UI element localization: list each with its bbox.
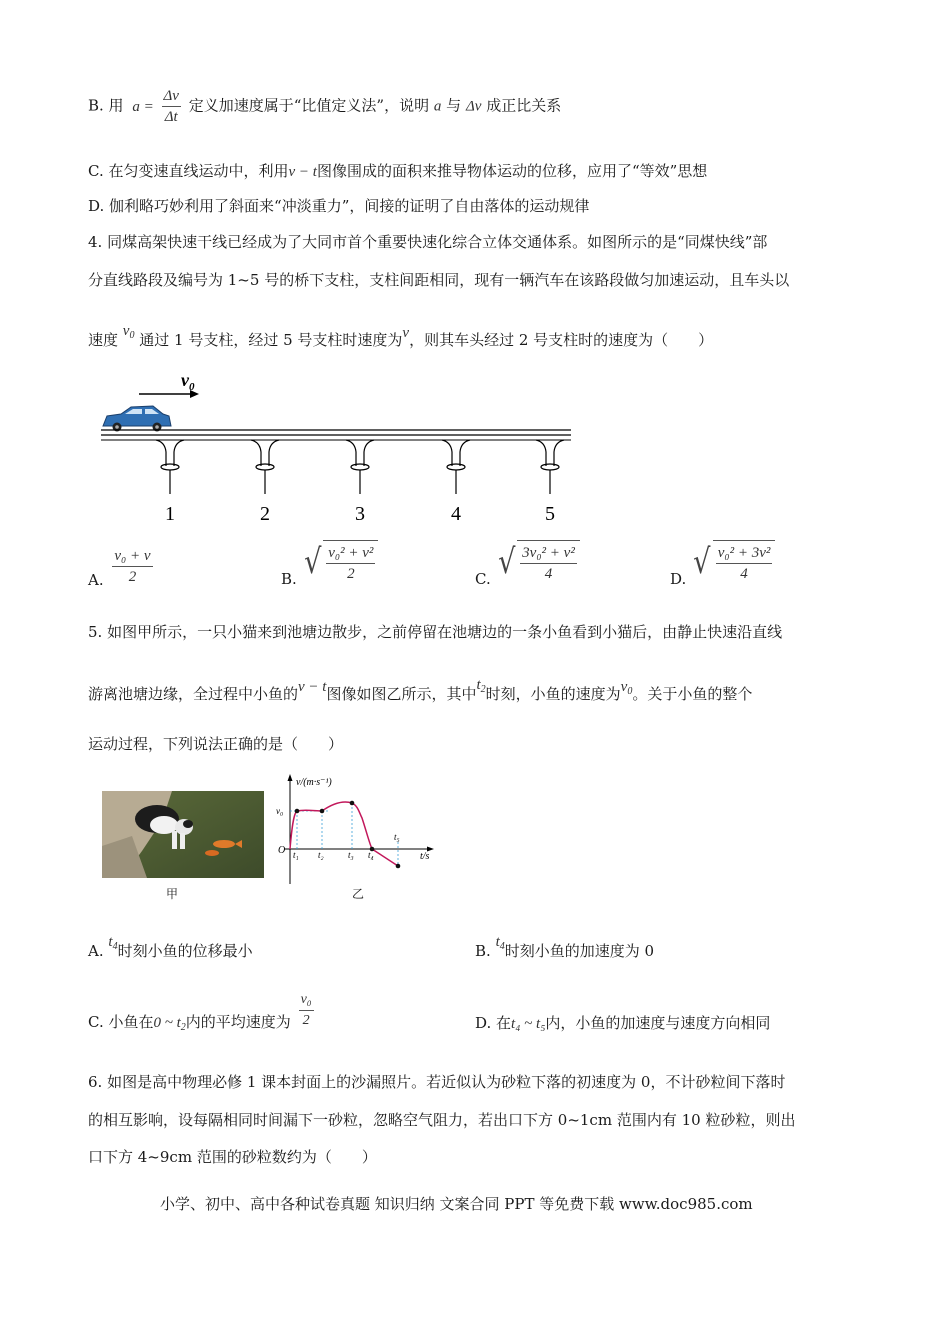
vt-point (295, 809, 300, 814)
vt-graph (270, 770, 440, 890)
pillar-label: 3 (355, 503, 365, 525)
pillar-labels (165, 503, 555, 525)
q6-stem-line1: 6. 如图是高中物理必修 1 课本封面上的沙漏照片。若近似认为砂粒下落的初速度为 0，不计砂粒间下落时 (88, 1073, 786, 1091)
graph-ylabel: v/(m·s⁻¹) (296, 777, 332, 788)
vt-tick-label: t₂ (318, 850, 324, 860)
q6-stem-line2: 的相互影响，设每隔相同时间漏下一砂粒，忽略空气阻力，若出口下方 0~1cm 范围内有 10 粒砂粒，则出 (88, 1111, 796, 1129)
q4-option-d[interactable]: D. √ $\frac{\text{v₀² + 3v²}}{4}$ (670, 540, 775, 584)
q5-stem-line2: 游离池塘边缘，全过程中小鱼的v − t图像如图乙所示，其中$t_2$时刻，小鱼的速度为$v_0$。关于小鱼的整个 (88, 677, 753, 703)
q3-option-d: D. 伽利略巧妙利用了斜面来“冲淡重力”，间接的证明了自由落体的运动规律 (88, 197, 590, 215)
q6-stem-line3: 口下方 4~9cm 范围的砂粒数约为（ ） (88, 1148, 377, 1166)
bridge-figure (95, 370, 575, 530)
pillars (156, 440, 564, 494)
sqrt-icon: √ $\frac{\text{3v₀² + v²}}{4}$ (496, 540, 580, 584)
q5-option-c[interactable]: C. 小鱼在0 ~ $t_2$内的平均速度为 $\frac{\text{v₀}}{2}$ (88, 992, 312, 1033)
vt-curve (290, 802, 398, 866)
graph-v0-tick: v₀ (276, 806, 284, 816)
cat-fish-photo (102, 791, 264, 878)
pillar-label: 4 (451, 503, 461, 525)
vt-tick-label: t₄ (368, 850, 374, 860)
pillar-label: 5 (545, 503, 555, 525)
pillar (442, 440, 470, 494)
q4-option-b[interactable]: B. √ $\frac{\text{v₀² + v²}}{2}$ (281, 540, 378, 584)
q5-option-d[interactable]: D. 在t₄ ~ t₅内，小鱼的加速度与速度方向相同 (475, 1014, 771, 1032)
y-arrow-icon (288, 774, 293, 781)
pillar (156, 440, 184, 494)
q3-option-c: C. 在匀变速直线运动中，利用v − t图像围成的面积来推导物体运动的位移，应用了“等效”思想 (88, 162, 708, 180)
q4-option-a[interactable]: A. $\frac{\text{v₀ + v}}{2}$ (88, 548, 151, 589)
footer-text: 小学、初中、高中各种试卷真题 知识归纳 文案合同 PPT 等免费下载 www.doc985.com (160, 1195, 753, 1213)
q4-stem-line1: 4. 同煤高架快速干线已经成为了大同市首个重要快速化综合立体交通体系。如图所示的是“同煤快线”部 (88, 233, 768, 251)
vt-tick-label: t₃ (348, 850, 354, 860)
pillar (346, 440, 374, 494)
q5-stem-line1: 5. 如图甲所示，一只小猫来到池塘边散步，之前停留在池塘边的一条小鱼看到小猫后，由静止快速沿直线 (88, 623, 783, 641)
figure-label-jia: 甲 (166, 887, 179, 901)
q4-stem-line3: 速度 $v_0$ 通过 1 号支柱，经过 5 号支柱时速度为v，则其车头经过 2 号支柱时的速度为（ ） (88, 323, 714, 349)
graph-xlabel: t/s (420, 851, 430, 862)
q4-option-c[interactable]: C. √ $\frac{\text{3v₀² + v²}}{4}$ (475, 540, 580, 584)
pillar (536, 440, 564, 494)
pillar (251, 440, 279, 494)
pillar-label: 2 (260, 503, 270, 525)
figure-label-yi: 乙 (352, 887, 365, 901)
sqrt-icon: √ $\frac{\text{v₀² + v²}}{2}$ (302, 540, 379, 584)
vt-point (320, 809, 325, 814)
vt-tick-label: t₅ (394, 832, 400, 842)
graph-origin: O (278, 845, 286, 856)
q5-option-b[interactable]: B. $t_4$时刻小鱼的加速度为 0 (475, 934, 655, 960)
pillar-label: 1 (165, 503, 175, 525)
q5-option-a[interactable]: A. $t_4$时刻小鱼的位移最小 (88, 934, 253, 960)
sqrt-icon: √ $\frac{\text{v₀² + 3v²}}{4}$ (691, 540, 775, 584)
v0-symbol: $v_0$ (122, 323, 135, 341)
q4-stem-line2: 分直线路段及编号为 1~5 号的桥下支柱，支柱间距相同，现有一辆汽车在该路段做匀加速运动，且车头以 (88, 271, 790, 289)
velocity-label: $v_0$ (181, 370, 195, 393)
q5-stem-line3: 运动过程，下列说法正确的是（ ） (88, 735, 344, 753)
acceleration-formula: $\frac{\Delta v}{\Delta t}$ (163, 88, 179, 125)
q3-option-b: B. 用 a = $\frac{\Delta v}{\Delta t}$ 定义加速度属于“比值定义法”，说明 a 与 Δv 成正比关系 (88, 88, 562, 125)
vt-point (350, 801, 355, 806)
vt-point (396, 864, 401, 869)
vt-tick-label: t₁ (293, 850, 299, 860)
car-icon (103, 406, 171, 432)
formula-lhs: a = (132, 98, 154, 115)
